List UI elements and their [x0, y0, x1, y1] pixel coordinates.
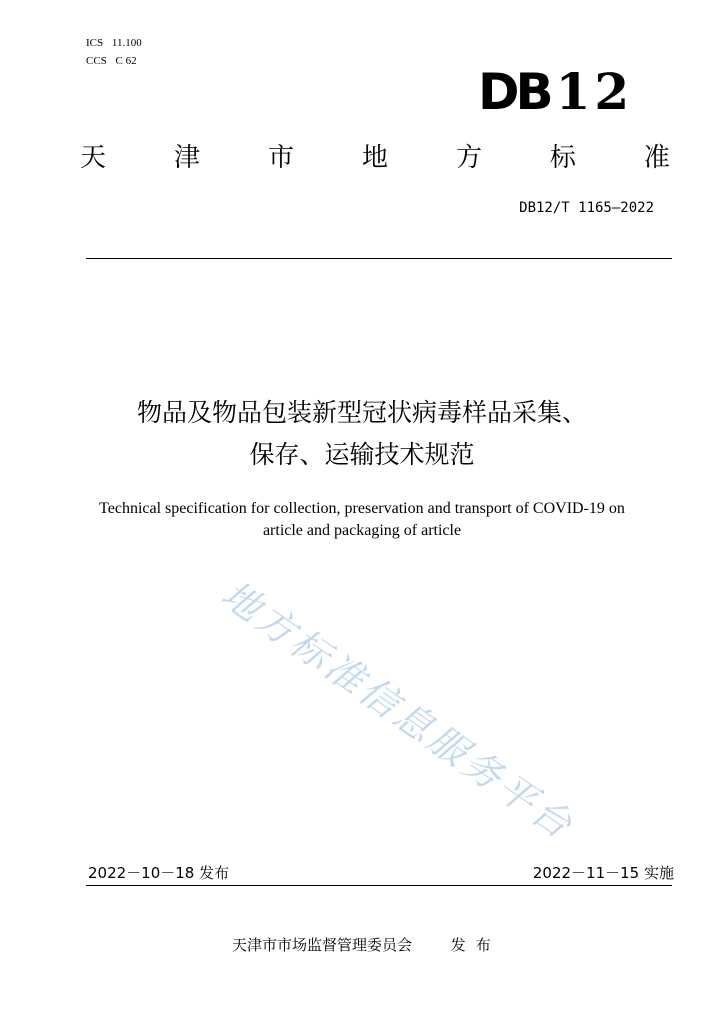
db12-logo — [478, 62, 648, 122]
chinese-title-line: 物品及物品包装新型冠状病毒样品采集、 — [136, 398, 587, 427]
ccs-code — [86, 52, 142, 70]
standard-number: DB12/T 1165—2022 — [519, 200, 654, 216]
issue-date: 2022－10－18 发布 — [88, 864, 230, 882]
ics-value: 11.100 — [111, 37, 142, 49]
watermark: 地方标准信息服务平台 — [213, 571, 583, 849]
chinese-title-line: 保存、运输技术规范 — [249, 440, 475, 469]
top-divider — [86, 258, 672, 259]
standard-type — [80, 138, 670, 178]
standard-type-char: 标 — [549, 143, 576, 173]
ccs-label: CCS — [86, 55, 107, 67]
publisher-name: 天津市市场监督管理委员会 — [232, 936, 413, 954]
standard-type-char: 准 — [643, 143, 670, 173]
standard-type-char: 津 — [173, 143, 200, 173]
english-title-line: Technical specification for collection, preservation and transport of COVID-19 on — [99, 500, 625, 517]
chinese-title — [40, 392, 684, 476]
ics-code — [86, 34, 142, 52]
standard-type-char: 市 — [267, 143, 294, 173]
standard-type-char: 方 — [455, 143, 482, 173]
english-title — [40, 498, 684, 542]
ics-label: ICS — [86, 37, 104, 49]
logo-letters: DB — [478, 63, 550, 121]
publisher-action: 发布 — [450, 936, 501, 954]
implementation-date: 2022－11－15 实施 — [532, 864, 674, 882]
logo-number: 12 — [555, 62, 634, 121]
english-title-line: article and packaging of article — [262, 522, 462, 539]
classification-codes — [86, 34, 142, 70]
standard-type-char: 地 — [361, 143, 388, 173]
ccs-value: C 62 — [115, 55, 137, 67]
standard-type-char: 天 — [80, 143, 107, 173]
bottom-divider — [86, 885, 672, 886]
publisher — [232, 934, 501, 956]
